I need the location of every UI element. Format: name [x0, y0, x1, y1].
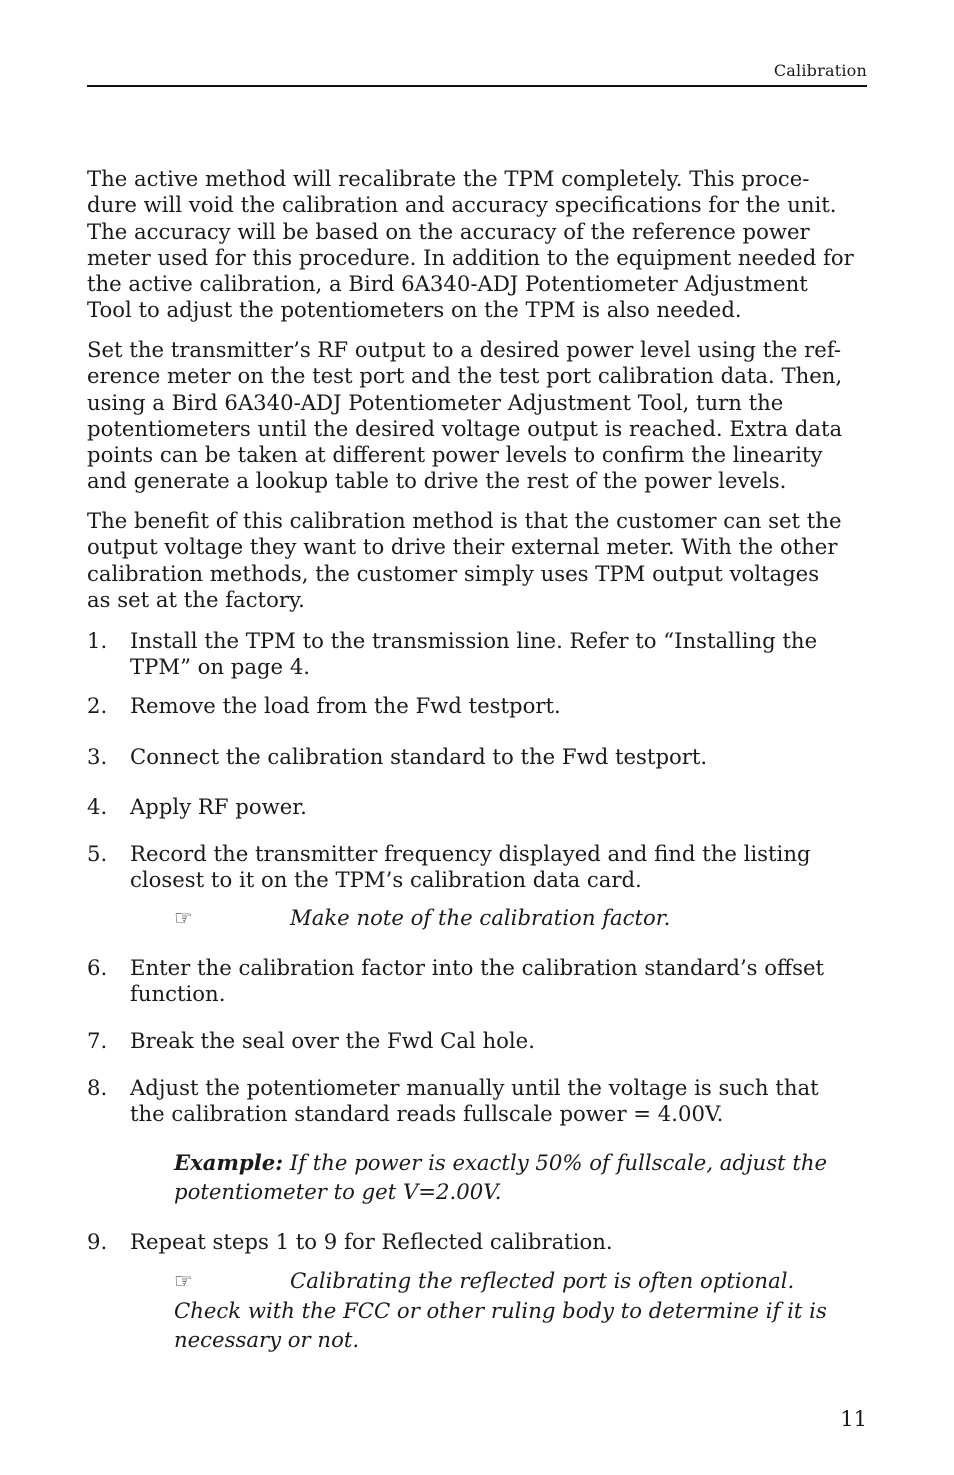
pointing-hand-icon: ☞ — [174, 1269, 193, 1293]
note-text-line2: Check with the FCC or other ruling body to determine if it is — [174, 1298, 827, 1323]
pointing-hand-icon: ☞ — [174, 906, 193, 930]
step-number: 5. — [87, 841, 108, 866]
note-text-line1: Calibrating the reflected port is often optional. — [290, 1268, 795, 1293]
step-text: Remove the load from the Fwd testport. — [130, 693, 561, 718]
step-text: Enter the calibration factor into the calibration standard’s offset function. — [130, 955, 825, 1007]
step-text: Connect the calibration standard to the Fwd testport. — [130, 744, 708, 769]
paragraph-active-method: The active method will recalibrate the TPM completely. This proce- dure will void the calibration and accuracy specifications for the unit. The accuracy will be based on the accuracy of the reference power meter used for this procedure. In addition to the equipment needed for the active calibration, a Bird 6A340-ADJ Potentiometer Adjustment Tool to adjust the potentiometers on the TPM is also needed. — [87, 166, 854, 323]
paragraph-benefit: The benefit of this calibration method is that the customer can set the output voltage they want to drive their external meter. With the other calibration methods, the customer simply uses TPM output voltages as set at the factory. — [87, 508, 842, 612]
note-reflected-optional — [174, 1266, 874, 1354]
step-number: 6. — [87, 955, 108, 980]
example-text-line1: If the power is exactly 50% of fullscale, adjust the — [283, 1150, 828, 1175]
step-text: Apply RF power. — [130, 794, 307, 819]
note-text-line3: necessary or not. — [174, 1327, 360, 1352]
page-number: 11 — [840, 1407, 867, 1431]
step-text: Break the seal over the Fwd Cal hole. — [130, 1028, 535, 1053]
step-number: 1. — [87, 628, 108, 653]
step-number: 8. — [87, 1075, 108, 1100]
note-text: Make note of the calibration factor. — [290, 905, 671, 930]
example-label: Example: — [174, 1150, 284, 1175]
example-text-line2: potentiometer to get V=2.00V. — [174, 1179, 502, 1204]
paragraph-set-transmitter: Set the transmitter’s RF output to a desired power level using the ref- erence meter on the test port and the test port calibration data. Then, using a Bird 6A340-ADJ Potentiometer Adjustment Tool, turn the potentiometers until the desired voltage output is reached. Extra data points can be taken at different power levels to confirm the linearity and generate a lookup table to drive the rest of the power levels. — [87, 337, 843, 494]
step-text: Adjust the potentiometer manually until the voltage is such that the calibration standard reads fullscale power = 4.00V. — [130, 1075, 819, 1127]
header-section-label: Calibration — [773, 61, 867, 80]
step-text: Repeat steps 1 to 9 for Reflected calibration. — [130, 1229, 613, 1254]
step-number: 4. — [87, 794, 108, 819]
example-block — [174, 1148, 864, 1206]
step-text: Install the TPM to the transmission line. Refer to “Installing the TPM” on page 4. — [130, 628, 818, 680]
note-calibration-factor — [174, 903, 874, 933]
step-text: Record the transmitter frequency displayed and find the listing closest to it on the TPM’s calibration data card. — [130, 841, 811, 893]
step-number: 2. — [87, 693, 108, 718]
step-number: 3. — [87, 744, 108, 769]
step-number: 9. — [87, 1229, 108, 1254]
header-rule — [87, 85, 867, 87]
step-number: 7. — [87, 1028, 108, 1053]
